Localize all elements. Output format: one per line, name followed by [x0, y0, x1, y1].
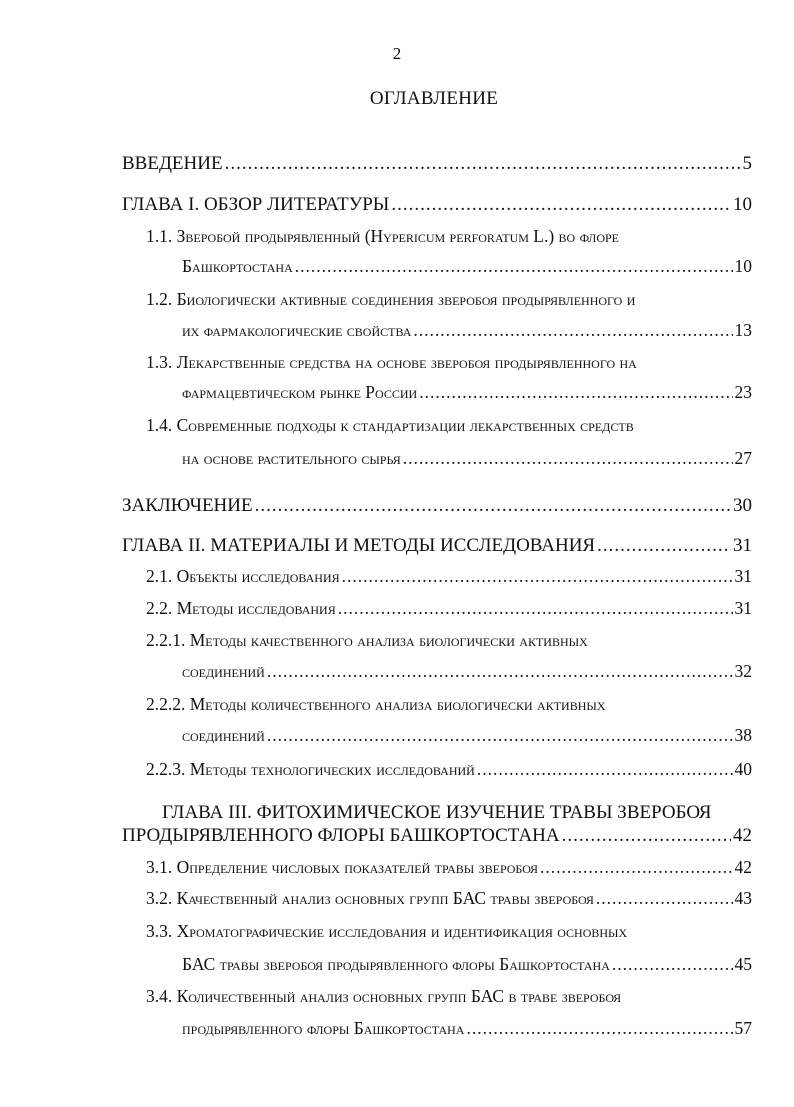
- toc-entry-label: ГЛАВА II. МАТЕРИАЛЫ И МЕТОДЫ ИССЛЕДОВАНИЯ: [122, 535, 596, 556]
- toc-entry-label: 2.2.2. Методы количественного анализа биологически активных: [146, 694, 606, 714]
- toc-leader-dots: [225, 152, 741, 176]
- toc-page-number: 10: [733, 194, 752, 215]
- toc-entry-3-3-line1[interactable]: [146, 919, 752, 943]
- toc-entry-1-3-line1[interactable]: [146, 350, 752, 374]
- toc-entry-2-2-2[interactable]: [182, 723, 752, 747]
- toc-leader-dots: [612, 952, 733, 976]
- toc-page-number: 31: [733, 535, 752, 556]
- toc-entry-label-cont: продырявленного флоры Башкортостана: [182, 1018, 465, 1038]
- toc-entry-2-2-2-line1[interactable]: [146, 692, 752, 716]
- toc-entry-label-cont: соединений: [182, 725, 265, 745]
- toc-entry-1-4-line1[interactable]: [146, 413, 752, 437]
- toc-page-number: 27: [734, 448, 752, 468]
- toc-page-number: 32: [734, 661, 752, 681]
- toc-entry-3-1[interactable]: [146, 855, 752, 879]
- toc-entry-2-2-1-line1[interactable]: [146, 628, 752, 652]
- toc-entry-chapter-3-line1[interactable]: [162, 801, 752, 825]
- toc-entry-conclusion[interactable]: [122, 494, 752, 518]
- toc-entry-1-3[interactable]: [182, 380, 752, 404]
- toc-entry-label-cont: фармацевтическом рынке России: [182, 382, 418, 402]
- toc-entry-label: ГЛАВА III. ФИТОХИМИЧЕСКОЕ ИЗУЧЕНИЕ ТРАВЫ ЗВЕРОБОЯ: [162, 802, 712, 823]
- toc-leader-dots: [342, 564, 733, 588]
- toc-entry-chapter-2[interactable]: [122, 534, 752, 558]
- toc-page-number: 57: [734, 1018, 752, 1038]
- toc-leader-dots: [466, 1016, 732, 1040]
- toc-entry-label-cont: соединений: [182, 661, 265, 681]
- toc-leader-dots: [338, 596, 733, 620]
- toc-entry-label: 3.2. Качественный анализ основных групп БАС травы зверобоя: [146, 888, 594, 908]
- toc-entry-introduction[interactable]: [122, 152, 752, 176]
- toc-entry-chapter-3[interactable]: [122, 824, 752, 848]
- toc-leader-dots: [540, 855, 732, 879]
- toc-entry-chapter-1[interactable]: [122, 193, 752, 217]
- toc-entry-label: 3.3. Хроматографические исследования и идентификация основных: [146, 921, 628, 941]
- toc-page-number: 45: [734, 954, 752, 974]
- toc-entry-label-cont: БАС травы зверобоя продырявленного флоры Башкортостана: [182, 954, 610, 974]
- toc-entry-label: 1.3. Лекарственные средства на основе зверобоя продырявленного на: [146, 352, 637, 372]
- toc-leader-dots: [391, 193, 731, 217]
- toc-page-number: 13: [734, 320, 752, 340]
- toc-entry-label-cont: на основе растительного сырья: [182, 448, 401, 468]
- toc-leader-dots: [596, 886, 733, 910]
- toc-leader-dots: [419, 380, 732, 404]
- toc-entry-label: 3.1. Определение числовых показателей травы зверобоя: [146, 857, 539, 877]
- toc-entry-3-4-line1[interactable]: [146, 984, 752, 1008]
- toc-entry-2-2-1[interactable]: [182, 659, 752, 683]
- toc-entry-label: 2.2.3. Методы технологических исследований: [146, 759, 475, 779]
- toc-page-number: 23: [734, 382, 752, 402]
- toc-page-number: 42: [734, 857, 752, 877]
- toc-entry-label-cont: Башкортостана: [182, 256, 293, 276]
- toc-entry-1-2-line1[interactable]: [146, 287, 752, 311]
- toc-leader-dots: [267, 723, 733, 747]
- toc-entry-1-1-line1[interactable]: [146, 224, 752, 248]
- toc-leader-dots: [597, 534, 731, 558]
- toc-leader-dots: [255, 494, 731, 518]
- toc-page-number: 31: [734, 566, 752, 586]
- toc-entry-label-cont: ПРОДЫРЯВЛЕННОГО ФЛОРЫ БАШКОРТОСТАНА: [122, 825, 560, 846]
- toc-entry-label: 1.4. Современные подходы к стандартизации лекарственных средств: [146, 415, 634, 435]
- toc-page-number: 31: [734, 598, 752, 618]
- toc-page-number: 30: [733, 495, 752, 516]
- toc-entry-2-2[interactable]: [146, 596, 752, 620]
- toc-entry-1-1[interactable]: [182, 254, 752, 278]
- toc-leader-dots: [403, 446, 733, 470]
- toc-entry-label: 3.4. Количественный анализ основных групп БАС в траве зверобоя: [146, 986, 622, 1006]
- toc-entry-label: ВВЕДЕНИЕ: [122, 153, 223, 174]
- toc-leader-dots: [295, 254, 733, 278]
- toc-entry-label: ГЛАВА I. ОБЗОР ЛИТЕРАТУРЫ: [122, 194, 390, 215]
- toc-entry-label: 1.1. Зверобой продырявленный (Hypericum perforatum L.) во флоре: [146, 226, 619, 246]
- toc-page-number: 40: [734, 759, 752, 779]
- toc-entry-label: 1.2. Биологически активные соединения зверобоя продырявленного и: [146, 289, 636, 309]
- toc-leader-dots: [477, 757, 733, 781]
- toc-leader-dots: [562, 824, 731, 848]
- toc-page-number: 43: [734, 888, 752, 908]
- toc-entry-1-4[interactable]: [182, 446, 752, 470]
- toc-entry-3-4[interactable]: [182, 1016, 752, 1040]
- toc-leader-dots: [267, 659, 733, 683]
- toc-entry-label: 2.2.1. Методы качественного анализа биологически активных: [146, 630, 588, 650]
- toc-title: ОГЛАВЛЕНИЕ: [369, 88, 499, 109]
- toc-page-number: 42: [733, 825, 752, 846]
- toc-entry-3-3[interactable]: [182, 952, 752, 976]
- toc-entry-label: ЗАКЛЮЧЕНИЕ: [122, 495, 253, 516]
- toc-entry-3-2[interactable]: [146, 886, 752, 910]
- toc-entry-2-1[interactable]: [146, 564, 752, 588]
- toc-entry-1-2[interactable]: [182, 318, 752, 342]
- toc-page-number: 5: [742, 153, 752, 174]
- toc-entry-label-cont: их фармакологические свойства: [182, 320, 412, 340]
- toc-entry-2-2-3[interactable]: [146, 757, 752, 781]
- toc-entry-label: 2.1. Объекты исследования: [146, 566, 340, 586]
- toc-entry-label: 2.2. Методы исследования: [146, 598, 336, 618]
- page-number: 2: [392, 44, 402, 63]
- toc-page-number: 38: [734, 725, 752, 745]
- toc-leader-dots: [413, 318, 732, 342]
- toc-page-number: 10: [734, 256, 752, 276]
